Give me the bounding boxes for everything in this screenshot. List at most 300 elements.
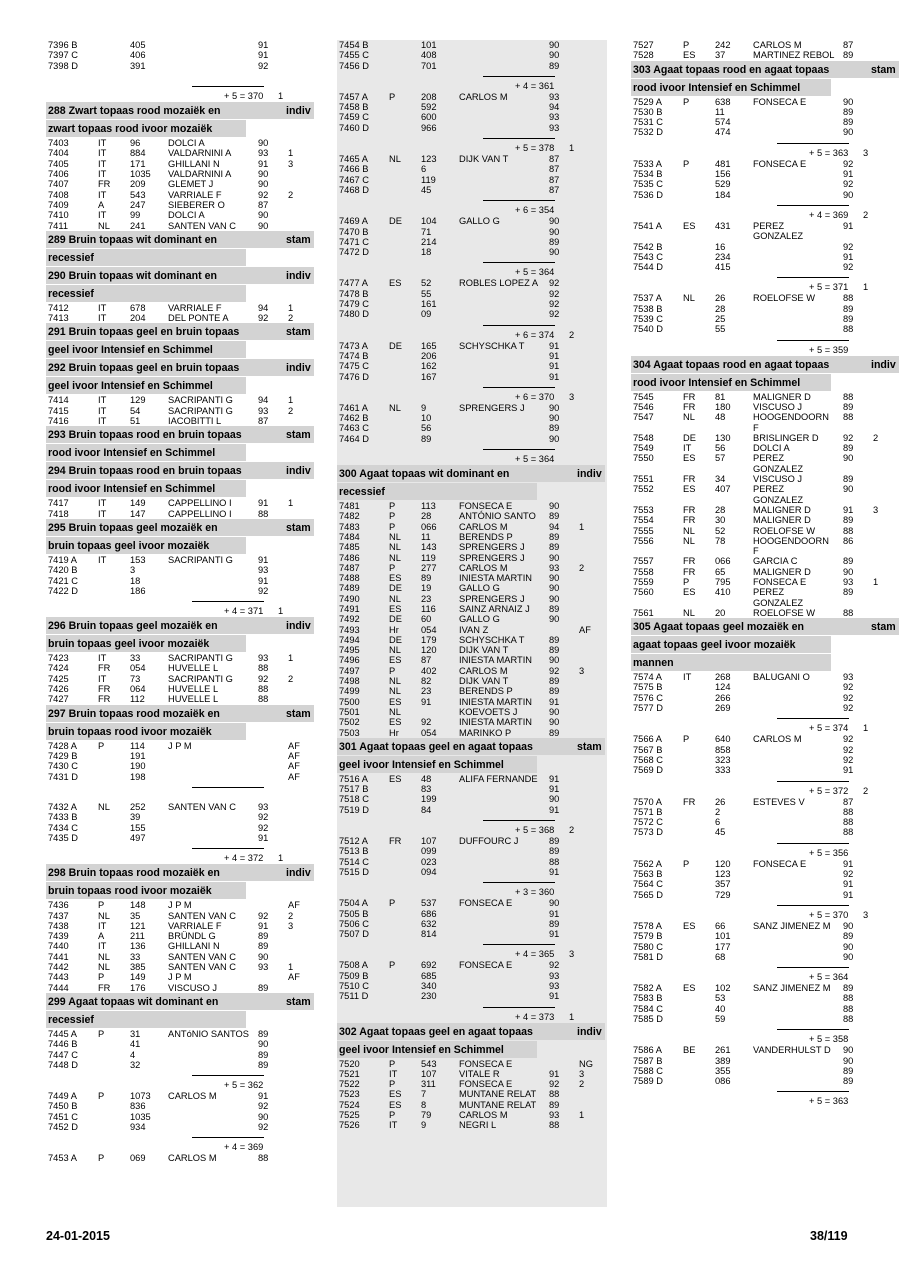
- team-placing: 2: [863, 785, 869, 796]
- entry-row: [46, 576, 314, 586]
- points: 90: [549, 614, 560, 625]
- entry-code: 7425: [48, 673, 69, 684]
- breeder-name: MALIGNER D: [753, 391, 811, 402]
- ring-number: 11: [421, 531, 431, 542]
- points: 90: [549, 216, 560, 227]
- ring-number: 543: [130, 189, 146, 200]
- ring-number: 678: [130, 302, 146, 313]
- entry-code: 7552: [633, 484, 654, 495]
- entry-row: [337, 175, 607, 185]
- breeder-name: SAINZ ARNAIZ J: [459, 603, 530, 614]
- class-title: 298 Bruin topaas rood mozaiëk en: [48, 867, 220, 880]
- entry-row: [631, 672, 899, 682]
- entry-row: [337, 846, 607, 856]
- points: 91: [843, 765, 854, 776]
- team-total-value: + 5 = 370: [809, 909, 849, 920]
- points: 92: [258, 585, 269, 596]
- entry-row: [337, 299, 607, 309]
- total-rule: [337, 815, 607, 825]
- ring-number: 431: [715, 220, 731, 231]
- entry-code: 7507 D: [339, 929, 369, 940]
- breeder-name: CARLOS M: [753, 40, 802, 50]
- points: 89: [549, 836, 560, 847]
- entry-row: [337, 991, 607, 1001]
- entry-code: 7565 D: [633, 889, 663, 900]
- entry-row: [337, 645, 607, 655]
- entry-code: 7476 D: [339, 371, 369, 382]
- country: DE: [389, 634, 402, 645]
- entry-row: [631, 392, 899, 402]
- ring-number: 83: [421, 784, 432, 795]
- country: P: [683, 40, 690, 50]
- entry-code: 7437: [48, 910, 69, 921]
- country: IT: [683, 443, 692, 454]
- points: 93: [549, 122, 560, 133]
- country: Hr: [389, 624, 399, 635]
- points: 87: [258, 199, 269, 210]
- ring-number: 795: [715, 576, 731, 587]
- ring-number: 230: [421, 991, 437, 1002]
- country: IT: [98, 148, 107, 159]
- points: 88: [549, 856, 560, 867]
- entry-row: [631, 1014, 899, 1024]
- ring-number: 9: [421, 1120, 427, 1131]
- points: 89: [843, 983, 854, 994]
- class-type: stam: [577, 740, 602, 753]
- ring-number: 177: [715, 941, 731, 952]
- country: ES: [683, 220, 696, 231]
- entry-code: 7440: [48, 941, 69, 952]
- entry-row: [46, 555, 314, 565]
- team-total-value: + 5 = 363: [809, 147, 849, 158]
- points: 90: [549, 552, 560, 563]
- placing: 2: [579, 562, 585, 573]
- entry-code: 7474 B: [339, 350, 369, 361]
- class-type: indiv: [871, 358, 896, 371]
- entry-row: [337, 216, 607, 226]
- spacer: [46, 792, 314, 802]
- ring-number: 56: [421, 423, 432, 434]
- team-total: [631, 345, 899, 356]
- ring-number: 474: [715, 127, 731, 138]
- team-total-value: + 4 = 369: [224, 1142, 264, 1153]
- ring-number: 190: [130, 761, 146, 772]
- entry-code: 7441: [48, 951, 69, 962]
- points: 88: [843, 412, 854, 423]
- country: NL: [389, 686, 401, 697]
- entry-code: 7537 A: [633, 293, 662, 304]
- class-heading: [46, 480, 314, 498]
- ring-number: 054: [421, 624, 437, 635]
- breeder-name: VARRIALE F: [168, 302, 222, 313]
- entry-code: 7546: [633, 401, 654, 412]
- country: IT: [98, 138, 107, 149]
- points: 94: [549, 102, 560, 113]
- entry-row: [337, 511, 607, 521]
- class-heading: [46, 519, 314, 537]
- entry-row: [631, 890, 899, 900]
- entry-row: [337, 1069, 607, 1079]
- entry-row: [631, 577, 899, 587]
- entry-code: 7446 B: [48, 1039, 78, 1050]
- points: 89: [549, 531, 560, 542]
- points: 90: [549, 593, 560, 604]
- entry-row: [46, 751, 314, 761]
- points: 90: [843, 1055, 854, 1066]
- ring-number: 252: [130, 802, 146, 813]
- points: 90: [843, 484, 854, 495]
- points: 90: [549, 402, 560, 413]
- team-total-value: + 4 = 365: [515, 949, 555, 960]
- entry-row: [631, 262, 899, 272]
- placing: 1: [579, 1110, 585, 1121]
- points: 89: [843, 1065, 854, 1076]
- ring-number: 55: [715, 324, 726, 335]
- entry-code: 7510 C: [339, 981, 369, 991]
- ring-number: 9: [421, 402, 427, 413]
- footer-page-number: 38/119: [810, 1229, 848, 1243]
- country: IT: [98, 416, 107, 427]
- country: FR: [98, 179, 111, 190]
- ring-number: 23: [421, 593, 432, 604]
- entry-row: [46, 921, 314, 931]
- class-heading: [46, 323, 314, 341]
- breeder-name: BERENDS P: [459, 686, 513, 697]
- entry-row: [46, 741, 314, 751]
- team-total: [46, 1142, 314, 1153]
- entry-code: 7487: [339, 562, 360, 573]
- entry-row: [337, 532, 607, 542]
- breeder-name: FONSECA E: [459, 1079, 513, 1090]
- country: ES: [389, 1089, 402, 1100]
- entry-row: [631, 536, 899, 557]
- country: IT: [98, 405, 107, 416]
- breeder-name: INIESTA MARTIN: [459, 655, 533, 666]
- breeder-name: SANTEN VAN C: [168, 962, 237, 973]
- country: FR: [389, 836, 402, 847]
- ring-number: 102: [715, 983, 731, 994]
- ring-number: 6: [715, 817, 721, 828]
- ring-number: 55: [421, 288, 432, 299]
- ring-number: 16: [715, 241, 726, 252]
- placing: 1: [288, 148, 294, 159]
- points: 89: [843, 401, 854, 412]
- points: 92: [843, 241, 854, 252]
- entry-code: 7407: [48, 179, 69, 190]
- class-title: rood ivoor Intensief en Schimmel: [48, 447, 216, 460]
- entry-row: [337, 50, 607, 60]
- placing: AF: [288, 900, 300, 911]
- entry-code: 7562 A: [633, 858, 662, 869]
- entry-row: [631, 515, 899, 525]
- ring-number: 120: [715, 858, 731, 869]
- country: NL: [98, 220, 110, 231]
- placing: 1: [873, 576, 879, 587]
- total-rule: [337, 444, 607, 454]
- entry-row: [46, 406, 314, 416]
- points: 91: [258, 575, 269, 586]
- team-placing: 1: [863, 723, 869, 734]
- class-title: recessief: [339, 486, 385, 499]
- entry-row: [46, 962, 314, 972]
- entry-row: [46, 138, 314, 148]
- class-title: 305 Agaat topaas geel mozaiëk en: [633, 621, 804, 634]
- country: IT: [98, 653, 107, 664]
- points: 92: [843, 158, 854, 169]
- entry-code: 7500: [339, 696, 360, 707]
- entry-row: [337, 289, 607, 299]
- country: NL: [98, 962, 110, 973]
- entry-code: 7405: [48, 158, 69, 169]
- entry-code: 7467 C: [339, 174, 369, 185]
- entry-row: [46, 823, 314, 833]
- breeder-name: ROELOFSE W: [753, 607, 815, 618]
- ring-number: 884: [130, 148, 146, 159]
- class-title: 291 Bruin topaas geel en bruin topaas: [48, 326, 240, 339]
- points: 89: [258, 1049, 269, 1060]
- breeder-name: CARLOS M: [459, 1110, 508, 1121]
- entry-row: [46, 509, 314, 519]
- entry-code: 7519 D: [339, 804, 369, 815]
- entry-row: [337, 102, 607, 112]
- team-placing: 2: [863, 209, 869, 220]
- placing: 2: [288, 313, 294, 324]
- total-rule: [631, 272, 899, 282]
- points: 92: [549, 278, 560, 289]
- entry-row: [631, 190, 899, 200]
- team-placing: 3: [863, 909, 869, 920]
- entry-code: 7508 A: [339, 960, 368, 971]
- team-total-value: + 5 = 370: [224, 91, 264, 102]
- country: DE: [389, 583, 402, 594]
- points: 90: [843, 127, 854, 138]
- entry-code: 7483: [339, 521, 360, 532]
- entry-code: 7408: [48, 189, 69, 200]
- entry-code: 7531 C: [633, 117, 663, 128]
- country: P: [389, 91, 396, 102]
- points: 93: [258, 962, 269, 973]
- entry-code: 7458 B: [339, 102, 369, 113]
- entry-row: [46, 1153, 314, 1163]
- ring-number: 54: [130, 405, 141, 416]
- points: 91: [843, 879, 854, 890]
- points: 91: [549, 929, 560, 940]
- breeder-name: BRÜNDL G: [168, 931, 216, 942]
- ring-number: 52: [421, 278, 432, 289]
- points: 93: [549, 112, 560, 123]
- placing: 1: [288, 653, 294, 664]
- entry-code: 7522: [339, 1079, 360, 1090]
- breeder-name: INIESTA MARTIN: [459, 573, 533, 584]
- class-title: 302 Agaat topaas geel en agaat topaas: [339, 1025, 533, 1038]
- ring-number: 1035: [130, 169, 151, 180]
- column-1: [46, 40, 314, 1164]
- points: 89: [549, 542, 560, 553]
- entry-row: [337, 625, 607, 635]
- breeder-name: FONSECA E: [753, 858, 807, 869]
- class-type: stam: [286, 326, 311, 339]
- breeder-name: DIJK VAN T: [459, 645, 509, 656]
- entry-row: [631, 807, 899, 817]
- entry-row: [631, 314, 899, 324]
- points: 91: [549, 773, 560, 784]
- entry-code: 7414: [48, 395, 69, 406]
- team-total-value: + 4 = 371: [224, 606, 264, 617]
- breeder-name: SPRENGERS J: [459, 552, 525, 563]
- points: 90: [843, 96, 854, 107]
- team-placing: 1: [863, 282, 869, 293]
- team-total-value: + 6 = 374: [515, 329, 555, 340]
- points: 89: [843, 303, 854, 314]
- ring-number: 41: [130, 1039, 141, 1050]
- team-total: [337, 1012, 607, 1023]
- country: IT: [98, 302, 107, 313]
- country: IT: [98, 920, 107, 931]
- ring-number: 094: [421, 866, 437, 877]
- ring-number: 211: [130, 931, 145, 942]
- team-total-value: + 5 = 362: [224, 1080, 264, 1091]
- entry-code: 7550: [633, 453, 654, 464]
- entry-code: 7581 D: [633, 951, 663, 962]
- entry-code: 7397 C: [48, 50, 78, 61]
- placing: AF: [288, 972, 300, 983]
- points: 92: [843, 692, 854, 703]
- breeder-name: SANTEN VAN C: [168, 220, 237, 231]
- entry-code: 7426: [48, 684, 69, 695]
- ring-number: 497: [130, 832, 146, 843]
- entry-row: [46, 983, 314, 993]
- points: 90: [258, 169, 269, 180]
- class-heading: [46, 444, 314, 462]
- team-total: [337, 205, 607, 216]
- points: 93: [258, 802, 269, 813]
- entry-code: 7556: [633, 535, 654, 546]
- entry-code: 7588 C: [633, 1065, 663, 1076]
- entry-row: [337, 971, 607, 981]
- ring-number: 4: [130, 1049, 136, 1060]
- ring-number: 685: [421, 970, 437, 981]
- placing: AF: [288, 740, 300, 751]
- ring-number: 26: [715, 293, 726, 304]
- entry-code: 7417: [48, 498, 69, 509]
- breeder-name: HOOGENDOORN F: [753, 535, 829, 557]
- spacer: [46, 71, 314, 81]
- entry-row: [46, 1101, 314, 1111]
- entry-code: 7561: [633, 607, 654, 618]
- ring-number: 23: [421, 686, 432, 697]
- ring-number: 114: [130, 740, 145, 751]
- class-title: 289 Bruin topaas wit dominant en: [48, 233, 217, 246]
- ring-number: 640: [715, 734, 731, 745]
- class-heading: [46, 341, 314, 359]
- breeder-name: VANDERHULST D: [753, 1045, 831, 1056]
- placing: 3: [288, 158, 294, 169]
- entry-row: [631, 952, 899, 962]
- country: NL: [389, 645, 401, 656]
- points: 90: [843, 951, 854, 962]
- ring-number: 241: [130, 220, 146, 231]
- entry-code: 7557: [633, 556, 654, 567]
- breeder-name: DIJK VAN T: [459, 154, 509, 165]
- points: 88: [843, 827, 854, 838]
- total-rule: [337, 195, 607, 205]
- entry-row: [46, 761, 314, 771]
- entry-row: [631, 127, 899, 137]
- country: ES: [683, 50, 696, 61]
- class-heading: [46, 537, 314, 555]
- breeder-name: SPRENGERS J: [459, 402, 525, 413]
- class-heading: [337, 738, 607, 756]
- class-heading: [46, 705, 314, 723]
- points: 92: [258, 1101, 269, 1112]
- entry-code: 7540 D: [633, 324, 663, 335]
- country: NL: [683, 412, 695, 423]
- team-total-value: + 5 = 364: [809, 972, 849, 983]
- ring-number: 120: [421, 645, 437, 656]
- entry-code: 7569 D: [633, 765, 663, 776]
- points: 88: [258, 1153, 269, 1164]
- ring-number: 28: [715, 303, 726, 314]
- ring-number: 65: [715, 566, 726, 577]
- class-title: 301 Agaat topaas geel en agaat topaas: [339, 740, 533, 753]
- entry-code: 7421 C: [48, 575, 78, 586]
- breeder-name: DUFFOURC J: [459, 836, 519, 847]
- entry-row: [631, 443, 899, 453]
- ring-number: 638: [715, 96, 731, 107]
- ring-number: 086: [715, 1076, 731, 1087]
- points: 92: [258, 910, 269, 921]
- ring-number: 729: [715, 889, 731, 900]
- points: 91: [843, 220, 854, 231]
- ring-number: 89: [421, 573, 432, 584]
- entry-row: [631, 734, 899, 744]
- entry-code: 7580 C: [633, 941, 663, 952]
- points: 90: [549, 794, 560, 805]
- points: 90: [549, 583, 560, 594]
- team-placing: 3: [569, 949, 575, 960]
- points: 90: [549, 226, 560, 237]
- breeder-name: PEREZ GONZALEZ: [753, 453, 804, 474]
- ring-number: 119: [421, 552, 436, 563]
- points: 93: [843, 576, 854, 587]
- entry-row: [46, 313, 314, 323]
- breeder-name: GLEMET J: [168, 179, 214, 190]
- total-rule: [46, 782, 314, 792]
- total-rule: [631, 962, 899, 972]
- ring-number: 10: [421, 413, 432, 424]
- class-title: 304 Agaat topaas rood en agaat topaas: [633, 358, 830, 371]
- entry-code: 7551: [633, 474, 654, 485]
- points: 89: [843, 50, 854, 61]
- points: 93: [843, 672, 854, 683]
- breeder-name: GALLO G: [459, 614, 500, 625]
- entry-row: [46, 900, 314, 910]
- points: 87: [843, 796, 854, 807]
- team-total: [337, 267, 607, 278]
- entry-row: [46, 1122, 314, 1132]
- class-type: indiv: [286, 362, 311, 375]
- entry-row: [631, 412, 899, 433]
- entry-code: 7436: [48, 900, 69, 911]
- points: 89: [549, 686, 560, 697]
- breeder-name: CAPPELLINO I: [168, 498, 232, 509]
- team-total: [46, 91, 314, 102]
- points: 91: [549, 371, 560, 382]
- column-3: [631, 40, 899, 1107]
- placing: AF: [579, 624, 591, 635]
- entry-row: [631, 252, 899, 262]
- class-title: 295 Bruin topaas geel mozaiëk en: [48, 521, 218, 534]
